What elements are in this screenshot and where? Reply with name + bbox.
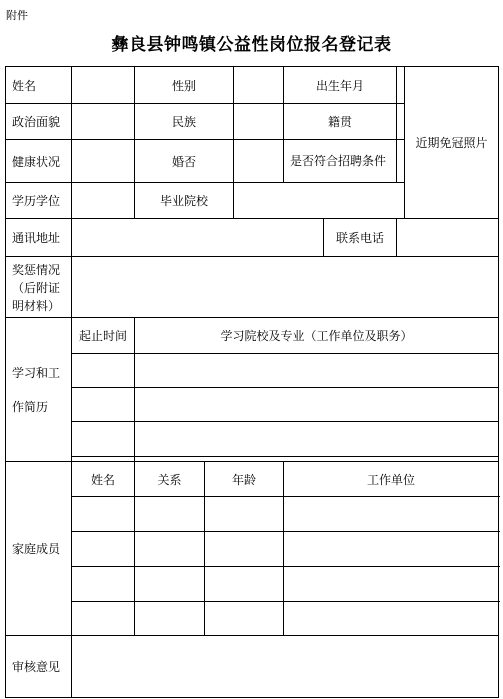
- review-field[interactable]: [72, 636, 499, 698]
- school-label: 毕业院校: [135, 183, 234, 219]
- ethnicity-field[interactable]: [234, 104, 284, 140]
- family-unit-4[interactable]: [284, 602, 499, 636]
- education-field[interactable]: [72, 183, 135, 219]
- family-age-2[interactable]: [205, 532, 284, 567]
- birth-label: 出生年月: [284, 67, 397, 104]
- family-relation-1[interactable]: [135, 497, 205, 532]
- family-name-4[interactable]: [72, 602, 135, 636]
- qualified-field[interactable]: [397, 140, 405, 183]
- study-work-header: 学习院校及专业（工作单位及职务）: [135, 318, 499, 354]
- phone-field[interactable]: [397, 219, 499, 257]
- family-name-3[interactable]: [72, 567, 135, 602]
- family-unit-1[interactable]: [284, 497, 499, 532]
- name-label: 姓名: [6, 67, 72, 104]
- registration-form: [5, 66, 499, 698]
- family-name-1[interactable]: [72, 497, 135, 532]
- attachment-label: 附件: [6, 9, 28, 22]
- marital-field[interactable]: [234, 140, 284, 183]
- resume-detail-2[interactable]: [135, 388, 499, 422]
- family-relation-header: 关系: [135, 462, 205, 497]
- gender-label: 性别: [135, 67, 234, 104]
- family-relation-4[interactable]: [135, 602, 205, 636]
- political-field[interactable]: [72, 104, 135, 140]
- birth-field[interactable]: [397, 67, 405, 104]
- family-name-header: 姓名: [72, 462, 135, 497]
- family-relation-3[interactable]: [135, 567, 205, 602]
- family-age-4[interactable]: [205, 602, 284, 636]
- ethnicity-label: 民族: [135, 104, 234, 140]
- photo-area[interactable]: 近期免冠照片: [405, 67, 499, 219]
- resume-detail-3[interactable]: [135, 422, 499, 457]
- gender-field[interactable]: [234, 67, 284, 104]
- review-label: 审核意见: [6, 636, 72, 698]
- family-age-3[interactable]: [205, 567, 284, 602]
- period-header: 起止时间: [72, 318, 135, 354]
- resume-period-2[interactable]: [72, 388, 135, 422]
- resume-label: 学习和工作简历: [6, 318, 72, 462]
- family-unit-header: 工作单位: [284, 462, 499, 497]
- family-name-2[interactable]: [72, 532, 135, 567]
- family-age-1[interactable]: [205, 497, 284, 532]
- education-label: 学历学位: [6, 183, 72, 219]
- resume-period-1[interactable]: [72, 354, 135, 388]
- family-relation-2[interactable]: [135, 532, 205, 567]
- resume-detail-1[interactable]: [135, 354, 499, 388]
- phone-label: 联系电话: [324, 219, 397, 257]
- family-unit-2[interactable]: [284, 532, 499, 567]
- marital-label: 婚否: [135, 140, 234, 183]
- native-place-label: 籍贯: [284, 104, 397, 140]
- political-label: 政治面貌: [6, 104, 72, 140]
- school-field[interactable]: [234, 183, 405, 219]
- health-label: 健康状况: [6, 140, 72, 183]
- resume-period-3[interactable]: [72, 422, 135, 457]
- family-label: 家庭成员: [6, 462, 72, 636]
- native-place-field[interactable]: [397, 104, 405, 140]
- form-title: 彝良县钟鸣镇公益性岗位报名登记表: [111, 35, 392, 55]
- address-label: 通讯地址: [6, 219, 72, 257]
- awards-field[interactable]: [72, 257, 499, 318]
- address-field[interactable]: [72, 219, 324, 257]
- family-age-header: 年龄: [205, 462, 284, 497]
- family-unit-3[interactable]: [284, 567, 499, 602]
- health-field[interactable]: [72, 140, 135, 183]
- qualified-label: 是否符合招聘条件: [284, 140, 397, 183]
- name-field[interactable]: [72, 67, 135, 104]
- awards-label: 奖惩情况（后附证明材料）: [6, 257, 72, 318]
